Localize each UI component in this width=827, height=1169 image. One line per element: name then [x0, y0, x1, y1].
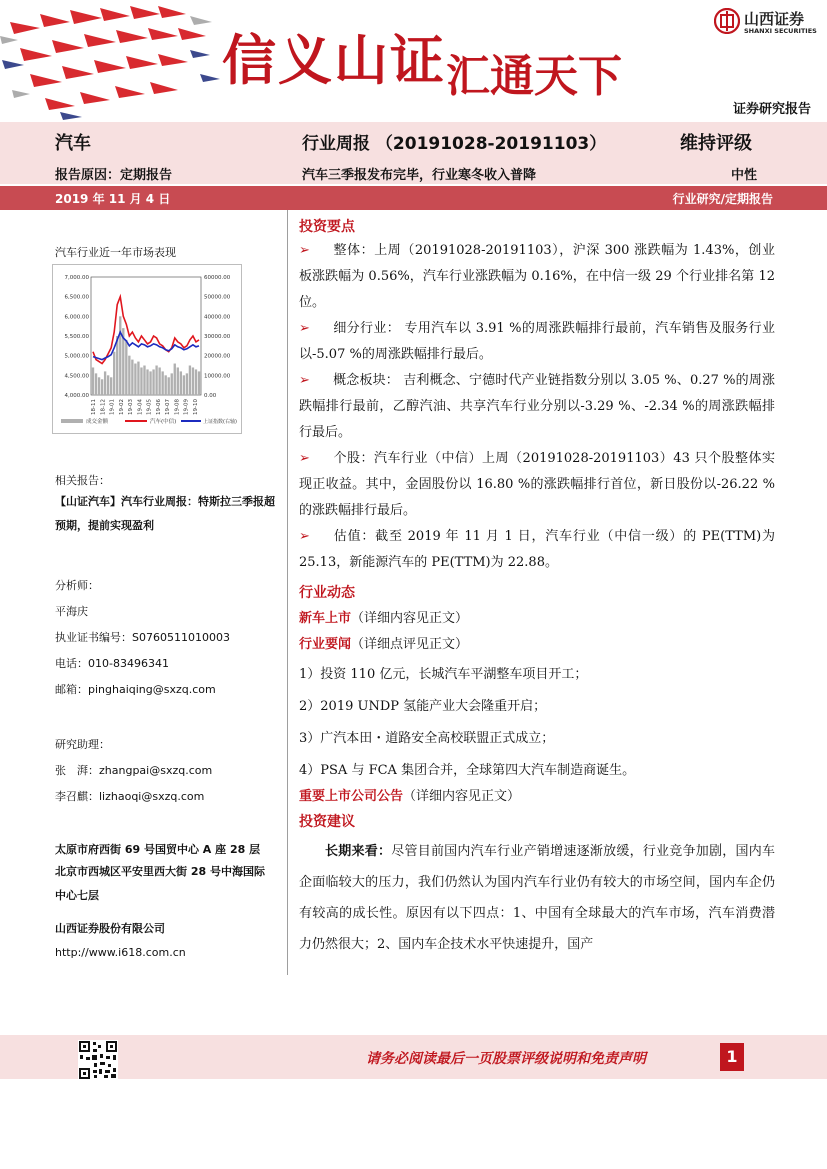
new-car-row [299, 606, 775, 632]
section-advice: 投资建议 [299, 814, 355, 830]
bullet-stocks: ➢ 个股：汽车行业（中信）上周（20191028-20191103）43 只个股整体实现正收益。其中，金固股份以 16.80 %的涨跌幅排行首位，新日股份以-26.22 %的涨跌幅排行最后。 [299, 446, 775, 524]
volume-bar [168, 377, 170, 395]
header-banner [0, 0, 827, 122]
x-tick-label: 19-02 [118, 399, 125, 415]
volume-bar [98, 377, 100, 395]
y-left-tick-label: 6,500.00 [64, 294, 89, 301]
volume-bar [177, 367, 179, 395]
analyst-label: 分析师： [55, 579, 99, 592]
volume-bar [180, 371, 182, 395]
x-tick-label: 18-11 [91, 399, 97, 415]
brand-name: 山西证券 [744, 10, 805, 28]
report-date: 2019 年 11 月 4 日 [55, 192, 171, 206]
section-dynamics: 行业动态 [299, 585, 355, 601]
volume-bar [143, 366, 145, 396]
arrow-bullet-icon: ➢ [299, 243, 310, 258]
bullet-overall: ➢ 整体：上周（20191028-20191103），沪深 300 涨跌幅为 1.43%，创业板涨跌幅为 0.56%，汽车行业涨跌幅为 0.16%，在中信一级 29 个行业排名第 12 位。 [299, 238, 775, 316]
volume-bar [116, 336, 118, 395]
volume-bar [146, 369, 148, 395]
volume-bar [155, 366, 157, 396]
news-item: 1）投资 110 亿元，长城汽车平湖整车项目开工； [299, 667, 588, 682]
address-beijing: 北京市西城区平安里西大街 28 号中海国际中心七层 [55, 865, 265, 902]
bullet-segments: ➢ 细分行业： 专用汽车以 3.91 %的周涨跌幅排行最前，汽车销售及服务行业以-5.07 %的周涨跌幅排行最后。 [299, 316, 775, 368]
sector: 汽车 [55, 133, 91, 154]
y-right-tick-label: 0.00 [204, 393, 217, 399]
volume-bar [149, 371, 151, 395]
header-info-band [0, 122, 827, 184]
date-bar [0, 186, 827, 210]
y-right-tick-label: 30000.00 [204, 334, 231, 340]
y-right-tick-label: 20000.00 [204, 353, 231, 360]
report-title: 行业周报 （20191028-20191103） [302, 134, 607, 154]
cert-number: 执业证书编号：S0760511010003 [55, 631, 230, 644]
assistant-label: 研究助理： [55, 738, 110, 751]
news-row [299, 632, 775, 658]
legend-label-auto: 汽车(中信) [150, 419, 177, 425]
x-tick-label: 19-05 [146, 399, 153, 415]
x-tick-label: 19-01 [109, 399, 116, 415]
headline: 汽车三季报发布完毕，行业寒冬收入普降 [302, 168, 537, 183]
report-category: 行业研究/定期报告 [672, 192, 773, 206]
volume-bar [131, 360, 133, 395]
legend-swatch-volume [61, 419, 83, 423]
arrow-bullet-icon: ➢ [299, 529, 310, 544]
legend-label-volume: 成交金额 [86, 419, 109, 425]
long-term-text: 尽管目前国内汽车行业产销增速逐渐放缓，行业竞争加剧，国内车企面临较大的压力，我们仍然认为国内汽车行业仍有较大的市场空间，国内车企仍有较高的成长性。原因有以下四点：1、中国有全球最大的汽车市场，汽车消费潜力仍然很大；2、国内车企技术水平快速提升，国产 [299, 844, 775, 952]
rating: 中性 [731, 168, 758, 183]
bullet-valuation: ➢ 估值：截至 2019 年 11 月 1 日，汽车行业（中信一级）的 PE(TTM)为 25.13，新能源汽车的 PE(TTM)为 22.88。 [299, 524, 775, 576]
slogan [222, 18, 622, 102]
x-tick-label: 19-10 [193, 399, 199, 415]
x-tick-label: 19-06 [155, 399, 162, 415]
volume-bar [174, 364, 176, 395]
x-tick-label: 19-03 [128, 399, 135, 415]
volume-bar [140, 367, 142, 395]
volume-bar [152, 369, 154, 395]
report-type: 证券研究报告 [732, 102, 811, 117]
volume-bar [158, 367, 160, 395]
rating-action: 维持评级 [680, 133, 752, 154]
section-invest-points: 投资要点 [299, 219, 355, 235]
arrow-flock-decoration [0, 0, 230, 122]
volume-bar [95, 373, 97, 395]
sidebar-divider [287, 210, 288, 975]
volume-bar [165, 375, 167, 395]
brand-name-en: SHANXI SECURITIES [744, 27, 817, 35]
volume-bar [186, 373, 188, 395]
long-term-label: 长期来看： [325, 844, 392, 859]
volume-bar [195, 369, 197, 395]
volume-bar [189, 366, 191, 396]
y-right-tick-label: 10000.00 [204, 373, 231, 380]
volume-bar [107, 375, 109, 395]
volume-bar [113, 352, 115, 395]
market-chart-svg [53, 265, 243, 435]
new-car-note: （详细内容见正文） [351, 611, 469, 626]
slogan-sub: 汇通天下 [446, 51, 622, 102]
y-left-tick-label: 5,500.00 [64, 334, 89, 340]
main-content [299, 216, 775, 960]
y-left-tick-label: 4,000.00 [64, 393, 89, 399]
arrow-bullet-icon: ➢ [299, 321, 310, 336]
related-label: 相关报告： [55, 474, 110, 487]
x-tick-label: 18-12 [100, 399, 107, 415]
volume-bar [125, 340, 127, 395]
slogan-main: 信义山证 [222, 28, 446, 92]
bullet-concepts: ➢ 概念板块： 吉利概念、宁德时代产业链指数分别以 3.05 %、0.27 %的周涨跌幅排行最前，乙醇汽油、共享汽车行业分别以-3.29 %、-2.34 %的周涨跌幅排行最后。 [299, 368, 775, 446]
volume-bar [161, 371, 163, 395]
volume-bar [134, 364, 136, 395]
x-tick-label: 19-04 [137, 399, 144, 415]
news-item: 2）2019 UNDP 氢能产业大会隆重开启； [299, 699, 547, 714]
brand-seal-icon [714, 8, 740, 34]
news-label[interactable]: 行业要闻 [299, 637, 352, 652]
x-tick-label: 19-08 [174, 399, 181, 415]
volume-bar [92, 367, 94, 395]
announce-note: （详细内容见正文） [403, 789, 521, 804]
y-left-tick-label: 4,500.00 [64, 373, 89, 380]
market-chart [52, 264, 242, 434]
arrow-bullet-icon: ➢ [299, 373, 310, 388]
disclaimer: 请务必阅读最后一页股票评级说明和免责声明 [366, 1051, 646, 1067]
website-link[interactable]: http://www.i618.com.cn [55, 946, 186, 959]
arrow-bullet-icon: ➢ [299, 451, 310, 466]
brand-logo [714, 6, 817, 40]
long-term-paragraph [299, 836, 775, 960]
y-left-tick-label: 6,000.00 [64, 314, 89, 321]
volume-bar [198, 371, 200, 395]
volume-bar [137, 362, 139, 395]
qr-code-icon[interactable] [78, 1040, 118, 1080]
assistant-2[interactable]: 李召麒：lizhaoqi@sxzq.com [55, 790, 205, 803]
announce-row [299, 784, 775, 810]
y-left-tick-label: 7,000.00 [64, 275, 89, 281]
assistant-1[interactable]: 张 湃：zhangpai@sxzq.com [55, 764, 213, 777]
volume-bar [171, 373, 173, 395]
volume-bar [183, 375, 185, 395]
volume-bar [192, 367, 194, 395]
volume-bar [104, 371, 106, 395]
email[interactable]: 邮箱：pinghaiqing@sxzq.com [55, 683, 216, 696]
address-taiyuan: 太原市府西街 69 号国贸中心 A 座 28 层 [55, 843, 261, 856]
related-report[interactable]: 【山证汽车】汽车行业周报：特斯拉三季报超预期，提前实现盈利 [55, 495, 275, 532]
volume-bar [119, 316, 121, 395]
volume-bar [101, 379, 103, 395]
legend-label-index: 上证指数(右轴) [203, 419, 237, 425]
report-reason: 报告原因：定期报告 [55, 168, 173, 183]
new-car-label[interactable]: 新车上市 [299, 611, 352, 626]
auto-sector-line [93, 297, 199, 364]
phone: 电话：010-83496341 [55, 657, 169, 670]
page-number: 1 [720, 1043, 744, 1071]
volume-bar [110, 377, 112, 395]
volume-bar [128, 356, 130, 395]
y-left-tick-label: 5,000.00 [64, 353, 89, 360]
y-right-tick-label: 50000.00 [204, 294, 231, 301]
x-tick-label: 19-07 [165, 399, 172, 415]
news-note: （详细点评见正文） [351, 637, 469, 652]
y-right-tick-label: 40000.00 [204, 314, 231, 321]
company-name: 山西证券股份有限公司 [55, 922, 165, 935]
y-right-tick-label: 60000.00 [204, 275, 231, 281]
announce-label[interactable]: 重要上市公司公告 [299, 789, 404, 804]
analyst-name: 平海庆 [55, 605, 88, 618]
news-item: 3）广汽本田・道路安全高校联盟正式成立； [299, 731, 555, 746]
news-item: 4）PSA 与 FCA 集团合并，全球第四大汽车制造商诞生。 [299, 763, 636, 778]
chart-title: 汽车行业近一年市场表现 [55, 246, 176, 259]
x-tick-label: 19-09 [183, 399, 190, 415]
